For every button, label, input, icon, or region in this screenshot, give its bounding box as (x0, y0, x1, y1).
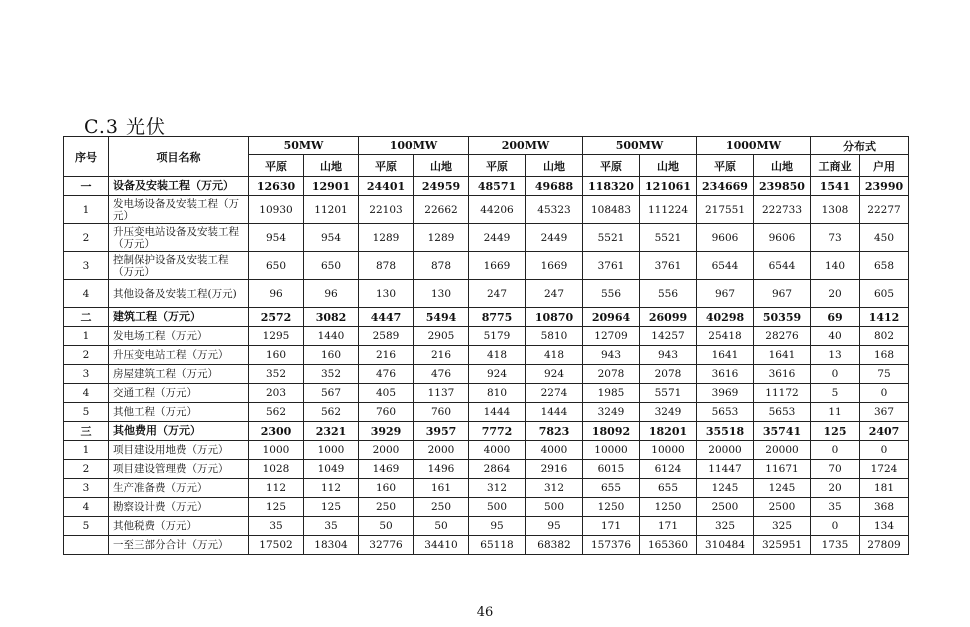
row-seq: 3 (64, 252, 109, 280)
value-cell: 10930 (249, 196, 304, 224)
row-seq: 3 (64, 365, 109, 384)
value-cell: 8775 (469, 308, 526, 327)
value-cell: 2078 (583, 365, 640, 384)
value-cell: 368 (860, 498, 909, 517)
row-name: 建筑工程（万元） (109, 308, 249, 327)
value-cell: 450 (860, 224, 909, 252)
row-name: 其他设备及安装工程(万元) (109, 280, 249, 308)
value-cell: 6124 (640, 460, 697, 479)
value-cell: 924 (526, 365, 583, 384)
value-cell: 1137 (414, 384, 469, 403)
table-row (64, 308, 909, 327)
value-cell: 1985 (583, 384, 640, 403)
value-cell: 250 (414, 498, 469, 517)
value-cell: 1641 (697, 346, 754, 365)
value-cell: 954 (249, 224, 304, 252)
value-cell: 605 (860, 280, 909, 308)
value-cell: 352 (249, 365, 304, 384)
value-cell: 967 (697, 280, 754, 308)
value-cell: 247 (526, 280, 583, 308)
row-seq: 二 (64, 308, 109, 327)
value-cell: 500 (526, 498, 583, 517)
row-name: 其他费用（万元） (109, 422, 249, 441)
header-name: 项目名称 (109, 137, 249, 177)
value-cell: 1724 (860, 460, 909, 479)
table-row (64, 177, 909, 196)
value-cell: 3969 (697, 384, 754, 403)
table-row (64, 224, 909, 252)
header-group: 50MW (249, 137, 359, 155)
value-cell: 1289 (359, 224, 414, 252)
value-cell: 650 (304, 252, 359, 280)
value-cell: 6544 (697, 252, 754, 280)
value-cell: 312 (469, 479, 526, 498)
value-cell: 325 (697, 517, 754, 536)
value-cell: 11671 (754, 460, 811, 479)
table-row (64, 346, 909, 365)
value-cell: 65118 (469, 536, 526, 555)
value-cell: 23990 (860, 177, 909, 196)
value-cell: 943 (640, 346, 697, 365)
value-cell: 9606 (754, 224, 811, 252)
value-cell: 12630 (249, 177, 304, 196)
value-cell: 171 (640, 517, 697, 536)
value-cell: 12709 (583, 327, 640, 346)
table-row (64, 384, 909, 403)
value-cell: 1541 (811, 177, 860, 196)
table-row (64, 403, 909, 422)
value-cell: 130 (414, 280, 469, 308)
value-cell: 1669 (469, 252, 526, 280)
row-name: 一至三部分合计（万元） (109, 536, 249, 555)
value-cell: 943 (583, 346, 640, 365)
row-name: 交通工程（万元） (109, 384, 249, 403)
value-cell: 32776 (359, 536, 414, 555)
value-cell: 1245 (697, 479, 754, 498)
value-cell: 967 (754, 280, 811, 308)
value-cell: 2864 (469, 460, 526, 479)
value-cell: 3616 (697, 365, 754, 384)
value-cell: 352 (304, 365, 359, 384)
header-group: 200MW (469, 137, 583, 155)
value-cell: 35518 (697, 422, 754, 441)
value-cell: 111224 (640, 196, 697, 224)
header-group: 100MW (359, 137, 469, 155)
value-cell: 125 (304, 498, 359, 517)
value-cell: 35741 (754, 422, 811, 441)
value-cell: 655 (640, 479, 697, 498)
value-cell: 20964 (583, 308, 640, 327)
row-seq (64, 536, 109, 555)
value-cell: 1295 (249, 327, 304, 346)
value-cell: 247 (469, 280, 526, 308)
value-cell: 2321 (304, 422, 359, 441)
value-cell: 1469 (359, 460, 414, 479)
value-cell: 5521 (583, 224, 640, 252)
row-seq: 1 (64, 196, 109, 224)
value-cell: 1735 (811, 536, 860, 555)
row-name: 其他工程（万元） (109, 403, 249, 422)
value-cell: 28276 (754, 327, 811, 346)
table-row (64, 498, 909, 517)
value-cell: 22662 (414, 196, 469, 224)
row-seq: 4 (64, 280, 109, 308)
row-name: 其他税费（万元） (109, 517, 249, 536)
row-seq: 2 (64, 460, 109, 479)
table-body (64, 177, 909, 555)
value-cell: 5 (811, 384, 860, 403)
row-name: 生产准备费（万元） (109, 479, 249, 498)
value-cell: 954 (304, 224, 359, 252)
value-cell: 1496 (414, 460, 469, 479)
row-name: 升压变电站工程（万元） (109, 346, 249, 365)
row-seq: 4 (64, 384, 109, 403)
row-seq: 2 (64, 224, 109, 252)
value-cell: 9606 (697, 224, 754, 252)
value-cell: 216 (414, 346, 469, 365)
value-cell: 35 (811, 498, 860, 517)
value-cell: 1245 (754, 479, 811, 498)
value-cell: 0 (811, 365, 860, 384)
value-cell: 658 (860, 252, 909, 280)
value-cell: 5653 (754, 403, 811, 422)
value-cell: 3616 (754, 365, 811, 384)
value-cell: 10000 (640, 441, 697, 460)
value-cell: 70 (811, 460, 860, 479)
value-cell: 5571 (640, 384, 697, 403)
value-cell: 1250 (640, 498, 697, 517)
value-cell: 1444 (469, 403, 526, 422)
value-cell: 20 (811, 280, 860, 308)
value-cell: 500 (469, 498, 526, 517)
row-name: 项目建设用地费（万元） (109, 441, 249, 460)
subheader: 山地 (526, 155, 583, 177)
row-name: 控制保护设备及安装工程（万元） (109, 252, 249, 280)
header-group: 1000MW (697, 137, 811, 155)
table-row (64, 365, 909, 384)
value-cell: 4000 (469, 441, 526, 460)
value-cell: 556 (583, 280, 640, 308)
value-cell: 12901 (304, 177, 359, 196)
value-cell: 325951 (754, 536, 811, 555)
value-cell: 24401 (359, 177, 414, 196)
value-cell: 96 (249, 280, 304, 308)
value-cell: 760 (359, 403, 414, 422)
value-cell: 14257 (640, 327, 697, 346)
value-cell: 655 (583, 479, 640, 498)
value-cell: 22277 (860, 196, 909, 224)
value-cell: 810 (469, 384, 526, 403)
value-cell: 1000 (304, 441, 359, 460)
row-name: 发电场工程（万元） (109, 327, 249, 346)
subheader: 平原 (359, 155, 414, 177)
value-cell: 3249 (640, 403, 697, 422)
table-row (64, 280, 909, 308)
value-cell: 2500 (697, 498, 754, 517)
value-cell: 418 (469, 346, 526, 365)
table-row (64, 479, 909, 498)
value-cell: 20000 (754, 441, 811, 460)
value-cell: 40298 (697, 308, 754, 327)
value-cell: 165360 (640, 536, 697, 555)
value-cell: 2916 (526, 460, 583, 479)
value-cell: 20 (811, 479, 860, 498)
value-cell: 2589 (359, 327, 414, 346)
value-cell: 476 (359, 365, 414, 384)
value-cell: 26099 (640, 308, 697, 327)
value-cell: 2572 (249, 308, 304, 327)
value-cell: 0 (860, 441, 909, 460)
value-cell: 27809 (860, 536, 909, 555)
value-cell: 50 (414, 517, 469, 536)
value-cell: 0 (811, 517, 860, 536)
value-cell: 878 (414, 252, 469, 280)
value-cell: 650 (249, 252, 304, 280)
value-cell: 50359 (754, 308, 811, 327)
value-cell: 18092 (583, 422, 640, 441)
value-cell: 418 (526, 346, 583, 365)
value-cell: 157376 (583, 536, 640, 555)
value-cell: 69 (811, 308, 860, 327)
value-cell: 24959 (414, 177, 469, 196)
table-row (64, 441, 909, 460)
table-row (64, 196, 909, 224)
row-name: 项目建设管理费（万元） (109, 460, 249, 479)
table-row (64, 422, 909, 441)
value-cell: 45323 (526, 196, 583, 224)
table-row (64, 327, 909, 346)
value-cell: 112 (249, 479, 304, 498)
value-cell: 18304 (304, 536, 359, 555)
subheader: 山地 (754, 155, 811, 177)
value-cell: 125 (811, 422, 860, 441)
value-cell: 160 (304, 346, 359, 365)
value-cell: 44206 (469, 196, 526, 224)
row-name: 勘察设计费（万元） (109, 498, 249, 517)
value-cell: 1000 (249, 441, 304, 460)
header-group: 分布式 (811, 137, 909, 155)
row-seq: 5 (64, 403, 109, 422)
value-cell: 2000 (359, 441, 414, 460)
value-cell: 405 (359, 384, 414, 403)
value-cell: 562 (249, 403, 304, 422)
value-cell: 7772 (469, 422, 526, 441)
value-cell: 2300 (249, 422, 304, 441)
value-cell: 5179 (469, 327, 526, 346)
value-cell: 5494 (414, 308, 469, 327)
value-cell: 34410 (414, 536, 469, 555)
value-cell: 2500 (754, 498, 811, 517)
value-cell: 203 (249, 384, 304, 403)
value-cell: 3082 (304, 308, 359, 327)
value-cell: 22103 (359, 196, 414, 224)
value-cell: 140 (811, 252, 860, 280)
row-name: 房屋建筑工程（万元） (109, 365, 249, 384)
value-cell: 312 (526, 479, 583, 498)
value-cell: 96 (304, 280, 359, 308)
subheader: 山地 (304, 155, 359, 177)
value-cell: 217551 (697, 196, 754, 224)
table-row (64, 517, 909, 536)
subheader: 山地 (640, 155, 697, 177)
value-cell: 5521 (640, 224, 697, 252)
value-cell: 11172 (754, 384, 811, 403)
value-cell: 216 (359, 346, 414, 365)
value-cell: 134 (860, 517, 909, 536)
row-name: 发电场设备及安装工程（万元） (109, 196, 249, 224)
value-cell: 239850 (754, 177, 811, 196)
value-cell: 325 (754, 517, 811, 536)
value-cell: 95 (526, 517, 583, 536)
value-cell: 878 (359, 252, 414, 280)
value-cell: 49688 (526, 177, 583, 196)
value-cell: 250 (359, 498, 414, 517)
value-cell: 0 (860, 384, 909, 403)
value-cell: 160 (249, 346, 304, 365)
value-cell: 130 (359, 280, 414, 308)
value-cell: 5653 (697, 403, 754, 422)
value-cell: 2078 (640, 365, 697, 384)
value-cell: 75 (860, 365, 909, 384)
row-seq: 三 (64, 422, 109, 441)
subheader: 平原 (583, 155, 640, 177)
value-cell: 6544 (754, 252, 811, 280)
value-cell: 35 (249, 517, 304, 536)
value-cell: 2407 (860, 422, 909, 441)
value-cell: 4447 (359, 308, 414, 327)
row-seq: 2 (64, 346, 109, 365)
value-cell: 17502 (249, 536, 304, 555)
subheader: 平原 (697, 155, 754, 177)
value-cell: 2905 (414, 327, 469, 346)
value-cell: 25418 (697, 327, 754, 346)
value-cell: 95 (469, 517, 526, 536)
value-cell: 3929 (359, 422, 414, 441)
row-seq: 4 (64, 498, 109, 517)
value-cell: 112 (304, 479, 359, 498)
value-cell: 476 (414, 365, 469, 384)
cost-table (63, 136, 909, 555)
value-cell: 2449 (526, 224, 583, 252)
subheader: 户用 (860, 155, 909, 177)
value-cell: 108483 (583, 196, 640, 224)
value-cell: 68382 (526, 536, 583, 555)
section-title: C.3 光伏 (84, 116, 167, 138)
value-cell: 567 (304, 384, 359, 403)
value-cell: 121061 (640, 177, 697, 196)
value-cell: 160 (359, 479, 414, 498)
row-seq: 1 (64, 441, 109, 460)
value-cell: 1049 (304, 460, 359, 479)
value-cell: 11447 (697, 460, 754, 479)
value-cell: 18201 (640, 422, 697, 441)
row-name: 设备及安装工程（万元） (109, 177, 249, 196)
subheader: 平原 (469, 155, 526, 177)
subheader: 工商业 (811, 155, 860, 177)
value-cell: 50 (359, 517, 414, 536)
value-cell: 181 (860, 479, 909, 498)
value-cell: 3761 (583, 252, 640, 280)
table-row (64, 536, 909, 555)
value-cell: 1250 (583, 498, 640, 517)
value-cell: 125 (249, 498, 304, 517)
value-cell: 10000 (583, 441, 640, 460)
value-cell: 20000 (697, 441, 754, 460)
value-cell: 2000 (414, 441, 469, 460)
value-cell: 11 (811, 403, 860, 422)
value-cell: 1289 (414, 224, 469, 252)
header-group: 500MW (583, 137, 697, 155)
value-cell: 13 (811, 346, 860, 365)
row-seq: 5 (64, 517, 109, 536)
value-cell: 7823 (526, 422, 583, 441)
value-cell: 40 (811, 327, 860, 346)
row-seq: 3 (64, 479, 109, 498)
row-seq: 一 (64, 177, 109, 196)
value-cell: 4000 (526, 441, 583, 460)
value-cell: 367 (860, 403, 909, 422)
row-name: 升压变电站设备及安装工程（万元） (109, 224, 249, 252)
value-cell: 1444 (526, 403, 583, 422)
value-cell: 310484 (697, 536, 754, 555)
value-cell: 48571 (469, 177, 526, 196)
value-cell: 5810 (526, 327, 583, 346)
table-row (64, 460, 909, 479)
value-cell: 760 (414, 403, 469, 422)
header-row-groups (64, 137, 909, 155)
page-number: 46 (476, 605, 494, 620)
value-cell: 1028 (249, 460, 304, 479)
value-cell: 171 (583, 517, 640, 536)
value-cell: 802 (860, 327, 909, 346)
value-cell: 2449 (469, 224, 526, 252)
value-cell: 1412 (860, 308, 909, 327)
value-cell: 1641 (754, 346, 811, 365)
row-seq: 1 (64, 327, 109, 346)
value-cell: 1669 (526, 252, 583, 280)
value-cell: 924 (469, 365, 526, 384)
value-cell: 6015 (583, 460, 640, 479)
value-cell: 3249 (583, 403, 640, 422)
value-cell: 1440 (304, 327, 359, 346)
subheader: 平原 (249, 155, 304, 177)
value-cell: 2274 (526, 384, 583, 403)
value-cell: 168 (860, 346, 909, 365)
value-cell: 556 (640, 280, 697, 308)
value-cell: 161 (414, 479, 469, 498)
table-row (64, 252, 909, 280)
value-cell: 0 (811, 441, 860, 460)
value-cell: 222733 (754, 196, 811, 224)
value-cell: 35 (304, 517, 359, 536)
value-cell: 1308 (811, 196, 860, 224)
value-cell: 234669 (697, 177, 754, 196)
value-cell: 562 (304, 403, 359, 422)
value-cell: 3761 (640, 252, 697, 280)
subheader: 山地 (414, 155, 469, 177)
value-cell: 3957 (414, 422, 469, 441)
value-cell: 73 (811, 224, 860, 252)
value-cell: 118320 (583, 177, 640, 196)
value-cell: 11201 (304, 196, 359, 224)
value-cell: 10870 (526, 308, 583, 327)
header-seq: 序号 (64, 137, 109, 177)
